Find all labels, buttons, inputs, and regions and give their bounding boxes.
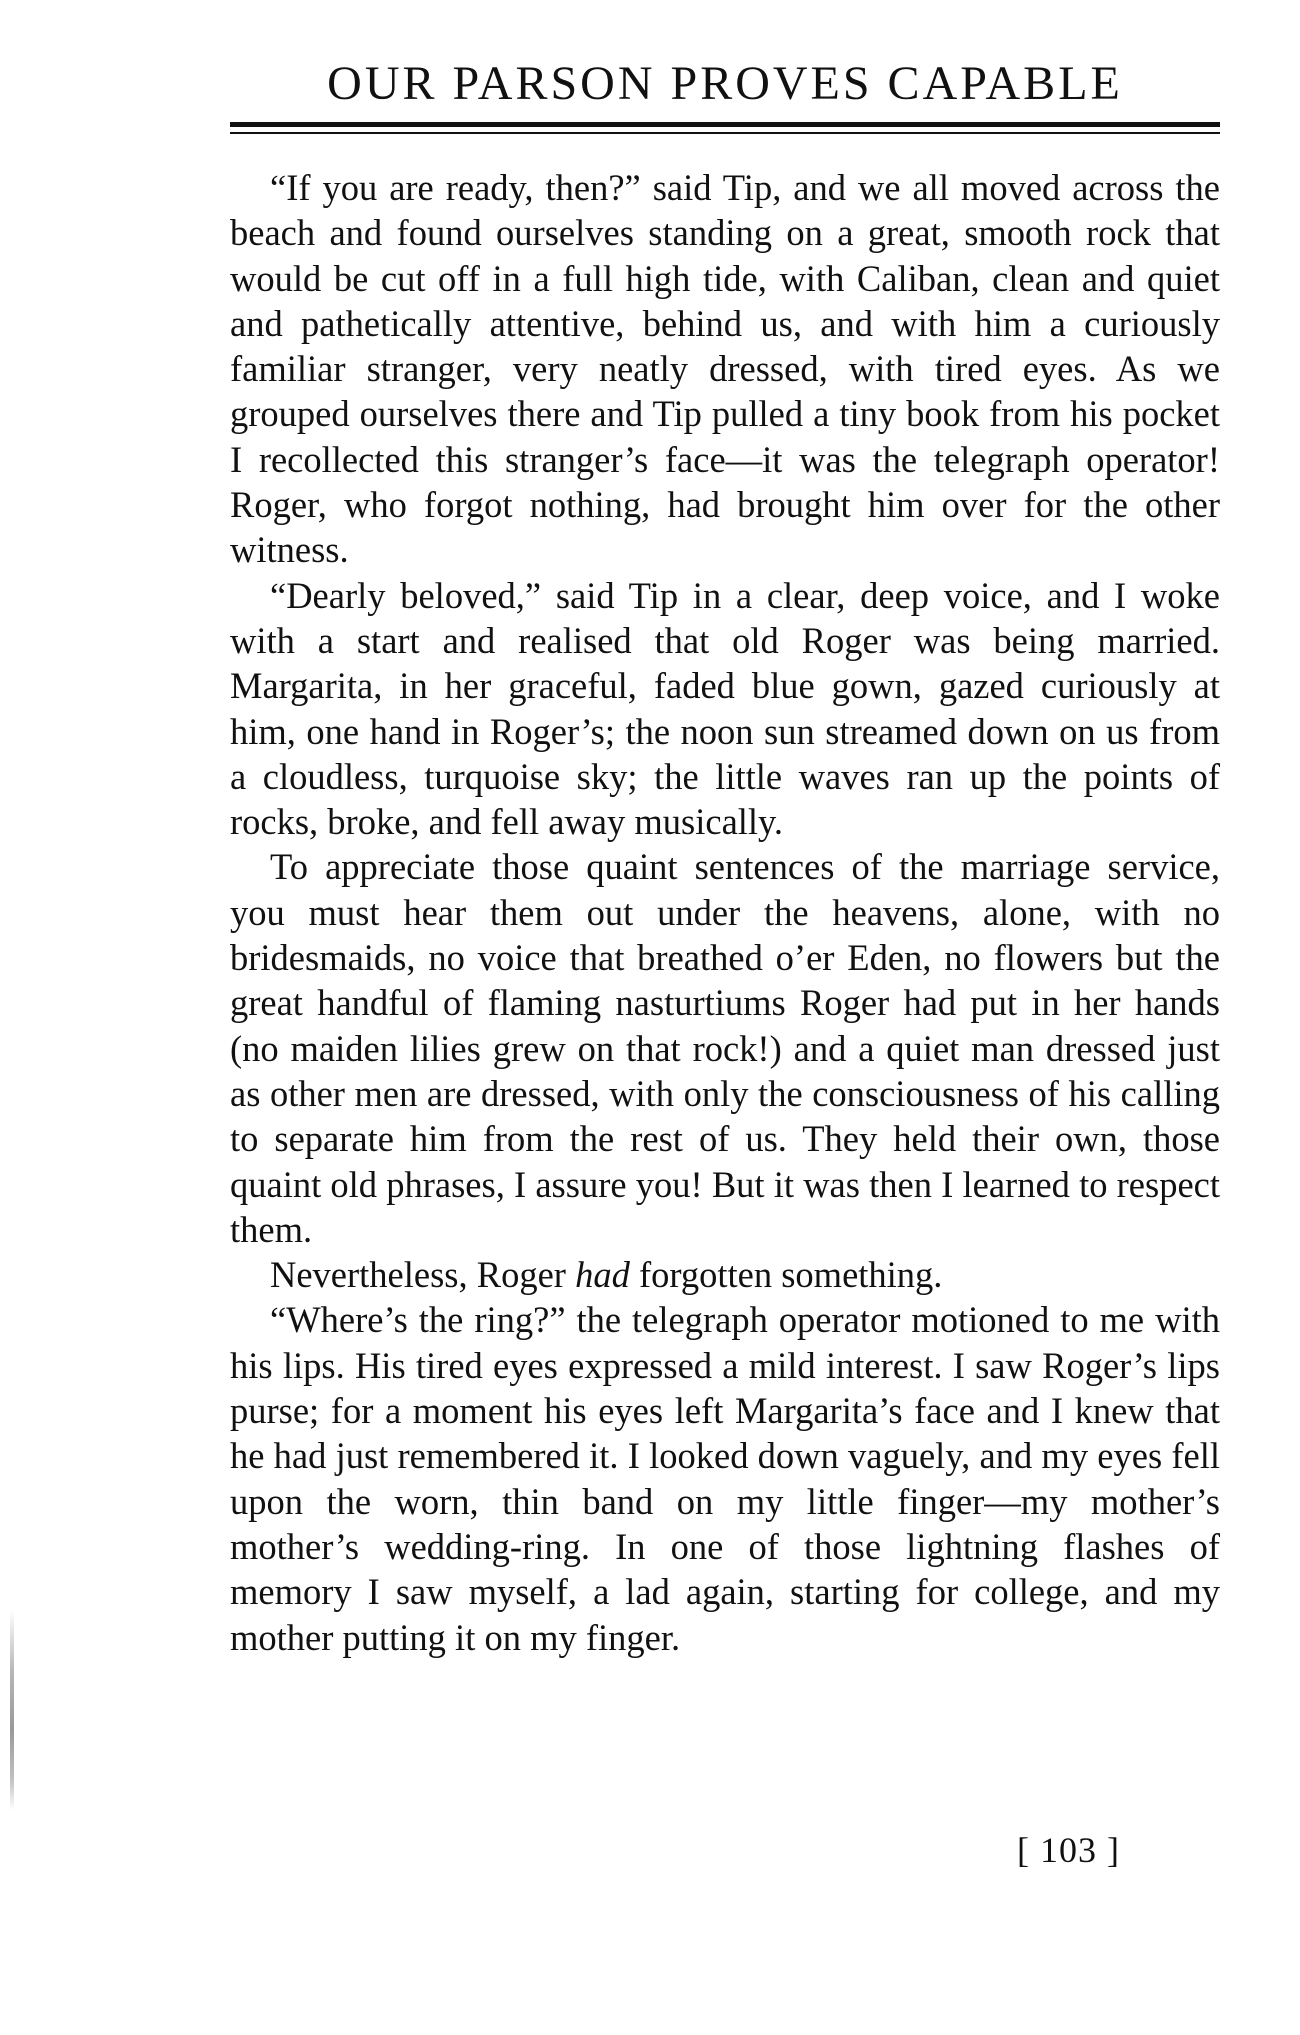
- paragraph: [230, 844, 1220, 1252]
- paragraph: [230, 1297, 1220, 1659]
- header-rule-thick: [230, 122, 1220, 127]
- italic-emphasis: had: [575, 1254, 630, 1296]
- paragraph-text: “Dearly beloved,” said Tip in a clear, deep voice, and I woke with a start and realised that old Roger was being married. Margarita, in her graceful, faded blue gown, gazed curiously at him, one hand in Roger’s; the noon sun streamed down on us from a cloudless, turquoise sky; the little waves ran up the points of rocks, broke, and fell away musically.: [230, 574, 1220, 843]
- scan-edge-mark: [10, 1610, 14, 1810]
- paragraph-text: Nevertheless, Roger: [270, 1254, 576, 1296]
- header-rule-thin: [230, 132, 1220, 134]
- page-number: [ 103 ]: [1017, 1830, 1120, 1870]
- paragraph-text: “If you are ready, then?” said Tip, and we all moved across the beach and found ourselves standing on a great, smooth rock that would be cut off in a full high tide, with Caliban, clean and quiet and pathetically attentive, behind us, and with him a curiously familiar stranger, very neatly dressed, with tired eyes. As we grouped ourselves there and Tip pulled a tiny book from his pocket I recollected this stranger’s face—it was the telegraph operator! Roger, who forgot nothing, had brought him over for the other witness.: [230, 167, 1220, 571]
- running-head: OUR PARSON PROVES CAPABLE: [327, 57, 1123, 110]
- paragraph: [230, 573, 1220, 845]
- paragraph: [230, 1252, 1220, 1297]
- paragraph-text: To appreciate those quaint sentences of the marriage service, you must hear them out under the heavens, alone, with no bridesmaids, no voice that breathed o’er Eden, no flowers but the great handful of flaming nasturtiums Roger had put in her hands (no maiden lilies grew on that rock!) and a quiet man dressed just as other men are dressed, with only the consciousness of his calling to separate him from the rest of us. They held their own, those quaint old phrases, I assure you! But it was then I learned to respect them.: [230, 846, 1220, 1250]
- paragraph-text: “Where’s the ring?” the telegraph operator motioned to me with his lips. His tired eyes expressed a mild interest. I saw Roger’s lips purse; for a moment his eyes left Margarita’s face and I knew that he had just remembered it. I looked down vaguely, and my eyes fell upon the worn, thin band on my little finger—my mother’s mother’s wedding-ring. In one of those lightning flashes of memory I saw myself, a lad again, starting for college, and my mother putting it on my finger.: [230, 1299, 1220, 1658]
- body-text: [230, 165, 1220, 1660]
- paragraph-text: forgotten something.: [629, 1254, 943, 1296]
- paragraph: [230, 165, 1220, 573]
